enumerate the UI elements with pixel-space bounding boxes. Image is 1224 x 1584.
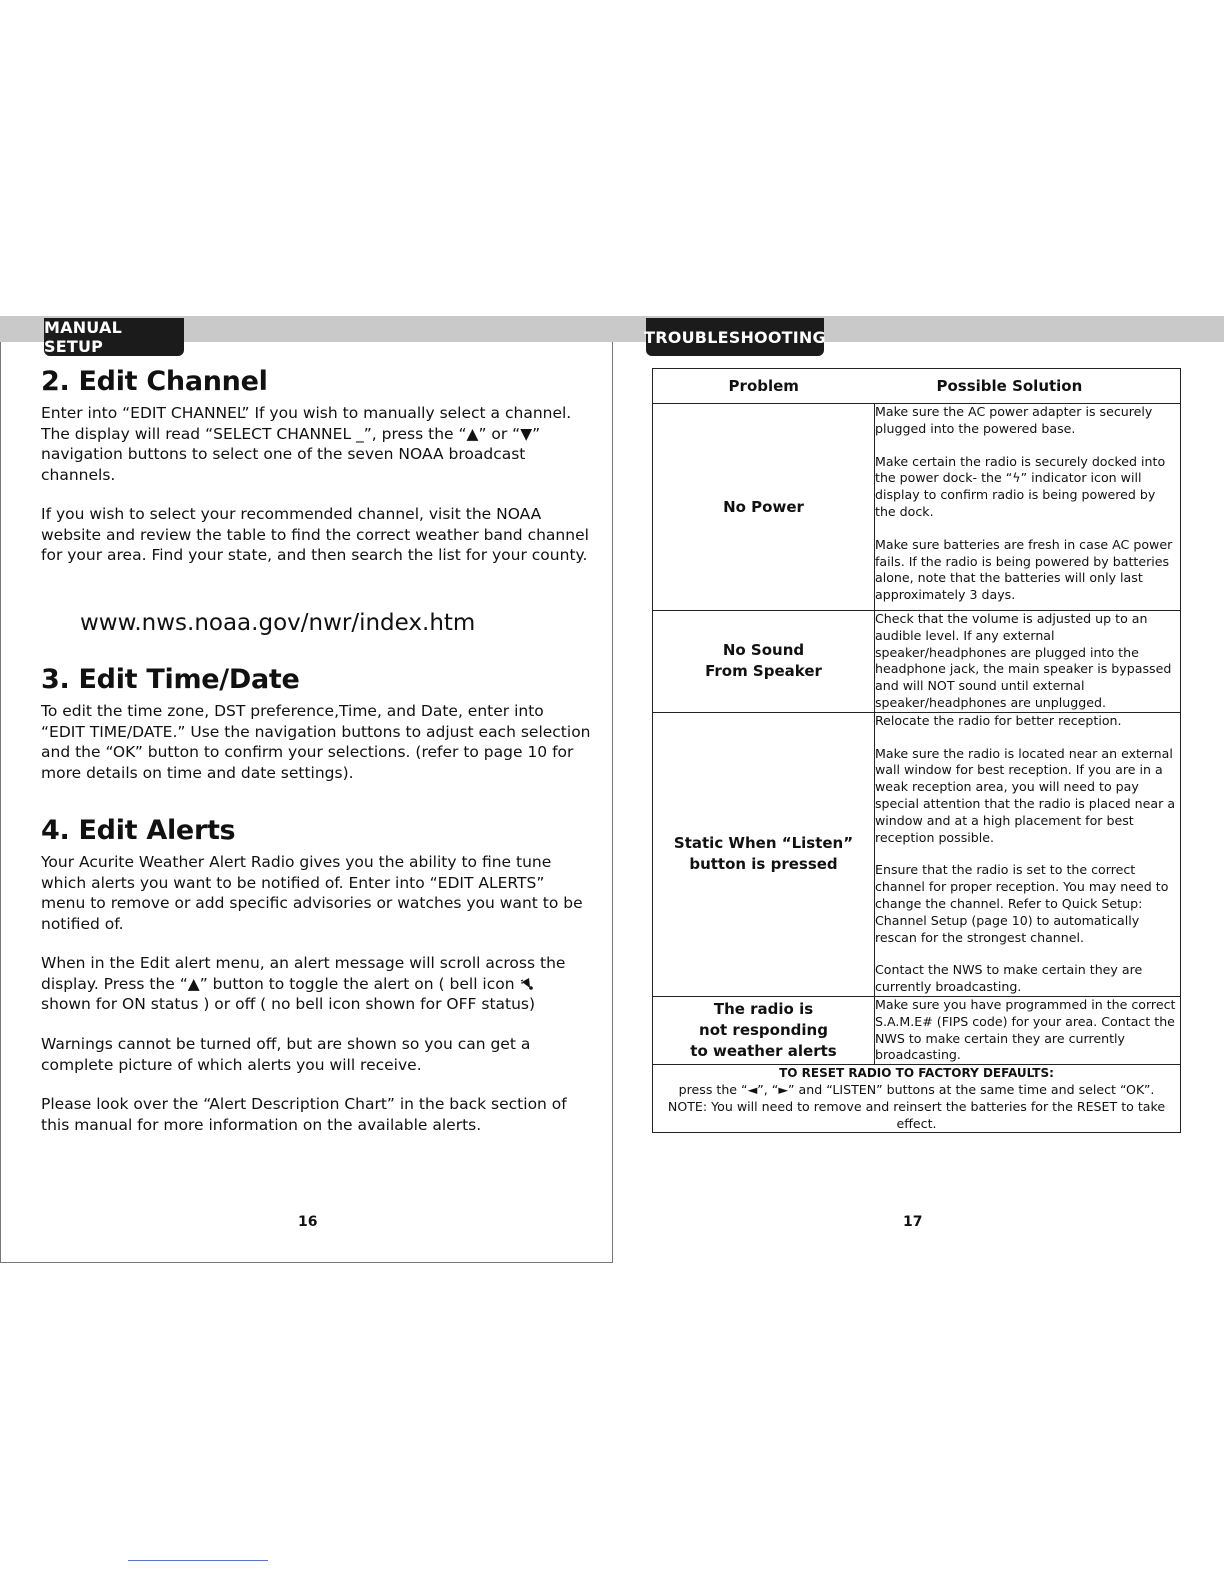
page-number-left: 16 [298, 1214, 318, 1230]
paragraph: Your Acurite Weather Alert Radio gives you the ability to fine tune which alerts you want to be notified of. Enter into “EDIT ALERTS” menu to remove or add specific advisories or watches you want to be notified of. [41, 853, 583, 933]
paragraph: If you wish to select your recommended channel, visit the NOAA website and review the table to find the correct weather band channel for your area. Find your state, and then search the list for your county. [41, 505, 589, 565]
solution-text: Make sure you have programmed in the correct S.A.M.E# (FIPS code) for your area. Contact the NWS to make certain they are currently broadcasting. [875, 996, 1176, 1063]
alert-toggle-text: When in the Edit alert menu, an alert message will scroll across the display. Press the “▲” button to toggle the alert on ( bell icon [41, 954, 566, 993]
section-tab-manual-setup: MANUAL SETUP [44, 318, 184, 356]
reset-line: press the “◄”, “►” and “LISTEN” buttons at the same time and select “OK”. [678, 1081, 1155, 1097]
table-row [653, 404, 1181, 611]
footer-rule [128, 1560, 268, 1561]
problem-cell [653, 996, 875, 1064]
alert-toggle-text-2: shown for ON status ) or off ( no bell icon shown for OFF status) [41, 995, 536, 1014]
paragraph: Warnings cannot be turned off, but are shown so you can get a complete picture of which alerts you will receive. [41, 1035, 531, 1074]
solution-cell [875, 712, 1181, 996]
problem-cell [653, 712, 875, 996]
paragraph: Please look over the “Alert Description Chart” in the back section of this manual for more information on the available alerts. [41, 1095, 567, 1134]
problem-line: not responding [699, 1021, 828, 1040]
paragraph: Enter into “EDIT CHANNEL” If you wish to manually select a channel. The display will read “SELECT CHANNEL _”, press the “▲” or “▼” navigation buttons to select one of the seven NOAA broadcast channels. [41, 404, 572, 484]
solution-text: Make sure batteries are fresh in case AC power fails. If the radio is being powered by batteries alone, note that the batteries will only last approximately 3 days. [875, 536, 1173, 603]
reset-note: NOTE: You will need to remove and reinsert the batteries for the RESET to take effect. [667, 1098, 1166, 1131]
paragraph: To edit the time zone, DST preference,Time, and Date, enter into “EDIT TIME/DATE.” Use the navigation buttons to adjust each selection and the “OK” button to confirm your selections. (refer to page 10 for more details on time and date settings). [41, 702, 591, 782]
troubleshooting-table [652, 368, 1181, 1133]
column-header-solution: Possible Solution [875, 369, 1181, 404]
solution-text: Relocate the radio for better reception. [875, 712, 1122, 728]
reset-title: TO RESET RADIO TO FACTORY DEFAULTS: [779, 1066, 1054, 1081]
table-row [653, 712, 1181, 996]
reset-instructions [653, 1065, 1181, 1133]
section-tab-troubleshooting: TROUBLESHOOTING [646, 318, 824, 356]
bell-icon [520, 976, 536, 990]
solution-text: Make sure the AC power adapter is securely plugged into the powered base. [875, 404, 1153, 436]
heading-edit-time-date: 3. Edit Time/Date [41, 664, 300, 695]
solution-text: Make certain the radio is securely docked into the power dock- the “ϟ” indicator icon will display to confirm radio is being powered by the dock. [875, 453, 1166, 519]
table-header-row [653, 369, 1181, 404]
solution-text: Make sure the radio is located near an external wall window for best reception. If you are in a weak reception area, you will need to pay special attention that the radio is placed near a window and at a high placement for best reception possible. [875, 745, 1176, 845]
problem-cell [653, 611, 875, 713]
problem-line: button is pressed [689, 855, 838, 874]
solution-text: Contact the NWS to make certain they are currently broadcasting. [875, 962, 1143, 995]
problem-line: Static When “Listen” [673, 834, 854, 853]
table-row [653, 611, 1181, 713]
problem-line: The radio is [713, 1000, 814, 1019]
table-row [653, 996, 1181, 1064]
solution-text: Check that the volume is adjusted up to an audible level. If any external speaker/headphones are plugged into the headphone jack, the main speaker is bypassed and will NOT sound until external speaker/headphones are unplugged. [875, 611, 1172, 710]
problem-line: to weather alerts [690, 1042, 837, 1061]
problem-cell: No Power [653, 404, 875, 611]
noaa-url: www.nws.noaa.gov/nwr/index.htm [80, 610, 476, 636]
column-header-problem: Problem [653, 369, 875, 404]
solution-cell [875, 996, 1181, 1064]
reset-row [653, 1065, 1181, 1133]
problem-line: From Speaker [705, 662, 822, 681]
solution-cell [875, 404, 1181, 611]
problem-line: No Sound [722, 641, 805, 660]
heading-edit-channel: 2. Edit Channel [41, 366, 268, 397]
paragraph-alert-toggle [41, 953, 591, 1015]
page-number-right: 17 [903, 1214, 923, 1230]
solution-text: Ensure that the radio is set to the correct channel for proper reception. You may need to change the channel. Refer to Quick Setup: Channel Setup (page 10) to automatically rescan for the strongest channel. [875, 862, 1169, 945]
heading-edit-alerts: 4. Edit Alerts [41, 815, 236, 846]
solution-cell [875, 611, 1181, 713]
